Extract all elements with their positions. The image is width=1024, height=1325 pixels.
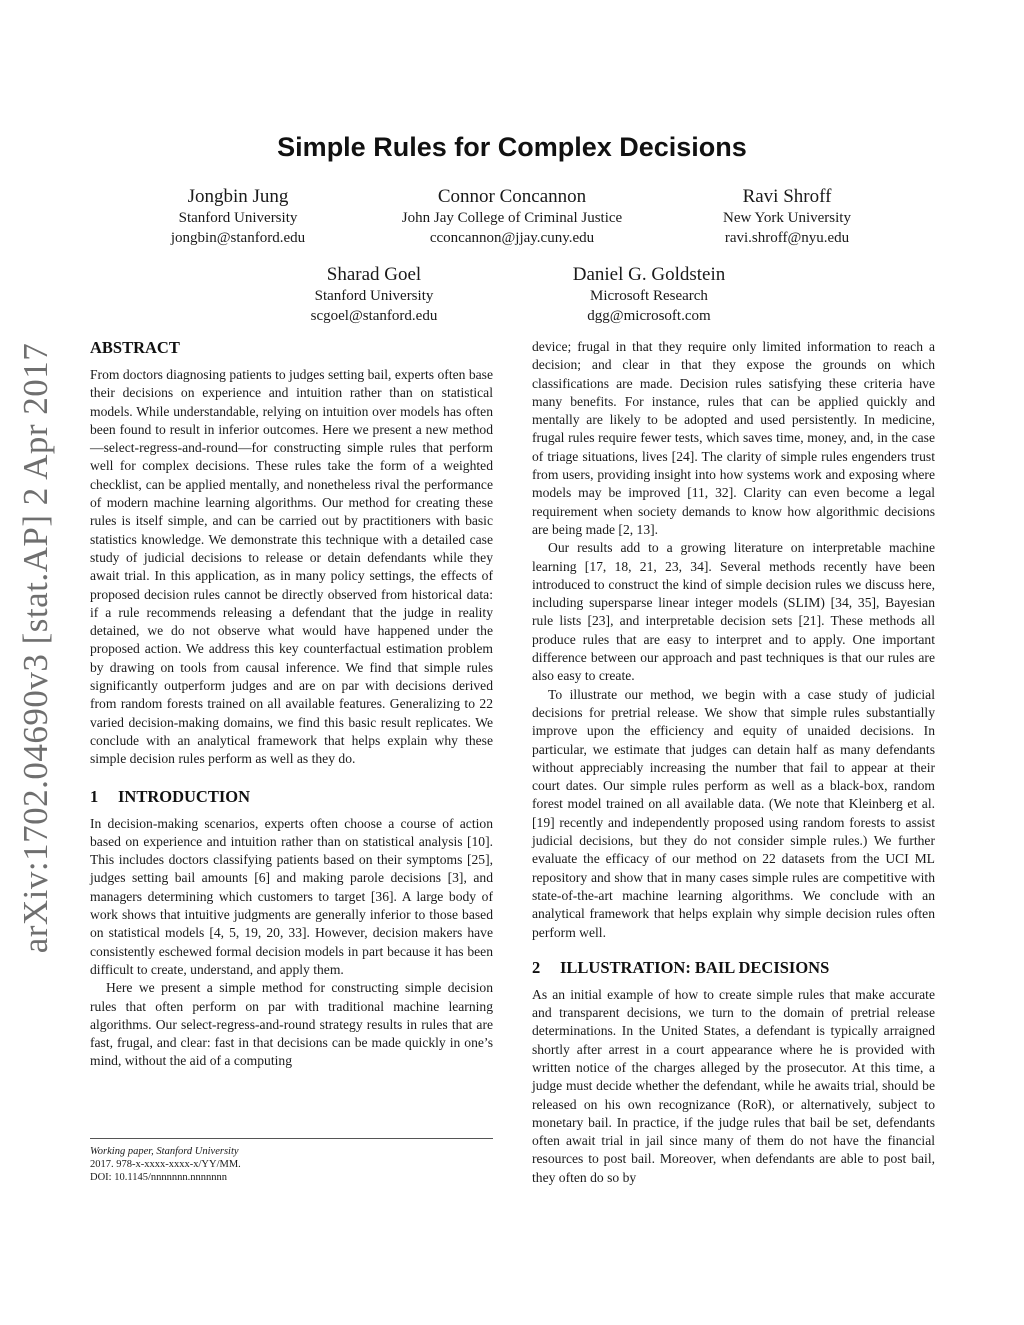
author-block [78,186,398,248]
abstract-text: From doctors diagnosing patients to judges setting bail, experts often base their decisions on experience and intuition rather than on statistical models. While understandable, relying on intuition over models has often been found to result in inferior outcomes. Here we present a new method—select-regress-and-round—for constructing simple rules that perform well for complex decisions. These rules take the form of a weighted checklist, can be applied mentally, and nonetheless rival the performance of modern machine learning algorithms. Our method for creating these rules is itself simple, and can be carried out by practitioners with basic statistics knowledge. We demonstrate this technique with a detailed case study of judicial decisions to release or detain defendants while they await trial. In this application, as in many policy settings, the effects of proposed decision rules cannot be directly observed from historical data: if a rule recommends releasing a defendant that the judge in reality detained, we do not observe what would have happened under the proposed action. We address this key counterfactual estimation problem by drawing on tools from causal inference. We find that simple rules significantly outperform judges and are on par with decisions derived from random forests trained on all available features. Generalizing to 22 varied decision-making domains, we find this basic result replicates. We conclude with an analytical framework that helps explain why these simple decision rules perform as well as they do. [90,367,493,767]
author-name: Jongbin Jung [187,186,289,207]
author-email: ravi.shroff@nyu.edu [724,230,850,246]
section-title: INTRODUCTION [118,786,251,806]
intro-paragraph: Our results add to a growing literature on interpretable machine learning [17, 18, 21, 23, 34]. Several methods recently have been introduced to construct the kind of simple decision rules we discuss here, including supersparse linear integer models (SLIM) [34, 35], Bayesian rule lists [23], and interpretable decision sets [21]. These methods all produce rules that are easy to interpret and to apply. One important difference between our approach and past techniques is that our rules are also easy to create. [532,540,935,684]
footnote-venue: Working paper, Stanford University [90,1146,239,1157]
section-title: ILLUSTRATION: BAIL DECISIONS [560,957,830,977]
author-name: Ravi Shroff [742,186,832,207]
arxiv-identifier: arXiv:1702.04690v3 [stat.AP] 2 Apr 2017 [16,342,55,954]
section-heading-illustration [532,958,935,978]
abstract-heading: ABSTRACT [90,338,180,357]
footnote-rule [90,1138,493,1139]
author-affiliation: John Jay College of Criminal Justice [401,210,623,226]
left-column [90,338,493,1071]
author-email: dgg@microsoft.com [587,308,711,324]
author-block [214,264,534,326]
footnote-doi: DOI: 10.1145/nnnnnnn.nnnnnnn [90,1172,227,1183]
author-email: jongbin@stanford.edu [170,230,306,246]
footnote-isbn: 2017. 978-x-xxxx-xxxx-x/YY/MM. [90,1159,241,1170]
author-affiliation: Microsoft Research [590,288,708,304]
section-number: 1 [90,786,99,806]
right-column [532,338,935,1187]
intro-paragraph: device; frugal in that they require only limited information to reach a decision; and clear in that they expose the grounds on which classifications are made. Decision rules satisfying these criteria have many benefits. For instance, rules that can be applied quickly and mentally are likely to be adopted and used persistently. In medicine, frugal rules require fewer tests, which saves time, money, and, in the case of triage situations, lives [24]. The clarity of simple rules engenders trust from users, providing insight into how systems work and exposing where models may be improved [11, 32]. Clarity can even become a legal requirement when society demands to know how algorithmic decisions are being made [2, 13]. [532,339,935,537]
footnote-block [90,1138,493,1184]
section-number: 2 [532,957,541,977]
illustration-paragraph: As an initial example of how to create simple rules that make accurate and transparent decisions, we turn to the domain of pretrial release determinations. In the United States, a defendant is typically arraigned shortly after arrest in a court appearance where he is provided with written notice of the charges alleged by the prosecutor. At this time, a judge must decide whether the defendant, while he awaits trial, should be released on his own recognizance (RoR), or alternatively, subject to monetary bail. In practice, if the judge rules that bail be set, defendants often await trial in jail since many of them do not have the financial resources to post bail. Moreover, when defendants are able to post bail, they often do so by [532,986,935,1185]
author-name: Daniel G. Goldstein [572,264,726,285]
author-email: scgoel@stanford.edu [310,308,438,324]
author-block [489,264,809,326]
author-affiliation: New York University [723,210,851,226]
intro-paragraph: In decision-making scenarios, experts often choose a course of action based on experience and intuition rather than on statistical analysis [10]. This includes doctors classifying patients based on their symptoms [25], judges setting bail amounts [6] and making parole decisions [3], and managers determining which customers to target [36]. A large body of work shows that intuitive judgments are generally inferior to those based on statistical models [4, 5, 19, 20, 33]. However, decision makers have consistently eschewed formal decision models in part because it has been difficult to create, understand, and apply them. [90,815,493,977]
section-heading-introduction [90,787,493,807]
author-email: cconcannon@jjay.cuny.edu [429,230,595,246]
author-name: Sharad Goel [326,264,422,285]
author-affiliation: Stanford University [178,210,298,226]
author-block [352,186,672,248]
intro-paragraph: To illustrate our method, we begin with a case study of judicial decisions for pretrial release. We show that simple rules substantially improve upon the efficiency and equity of unaided decisions. In particular, we estimate that judges can detain half as many defendants without appreciably increasing the number that fail to appear at their court dates. Our simple rules perform as well as a black-box, random forest model trained on all available data. (We note that Kleinberg et al. [19] recently and independently proposed using random forests to assist judicial decisions, but they do not consider simple rules.) We further evaluate the efficacy of our method on 22 datasets from the UCI ML repository and show that in many cases simple rules are competitive with state-of-the-art machine learning algorithms. We conclude with an analytical framework that helps explain why simple decision rules often perform well. [532,686,935,940]
author-name: Connor Concannon [437,186,587,207]
paper-title: Simple Rules for Complex Decisions [277,132,747,162]
intro-paragraph: Here we present a simple method for constructing simple decision rules that often perform on par with traditional machine learning algorithms. Our select-regress-and-round strategy results in rules that are fast, frugal, and clear: fast in that decisions can be made quickly in one’s mind, without the aid of a computing [90,980,493,1069]
author-affiliation: Stanford University [314,288,434,304]
author-block [627,186,947,248]
